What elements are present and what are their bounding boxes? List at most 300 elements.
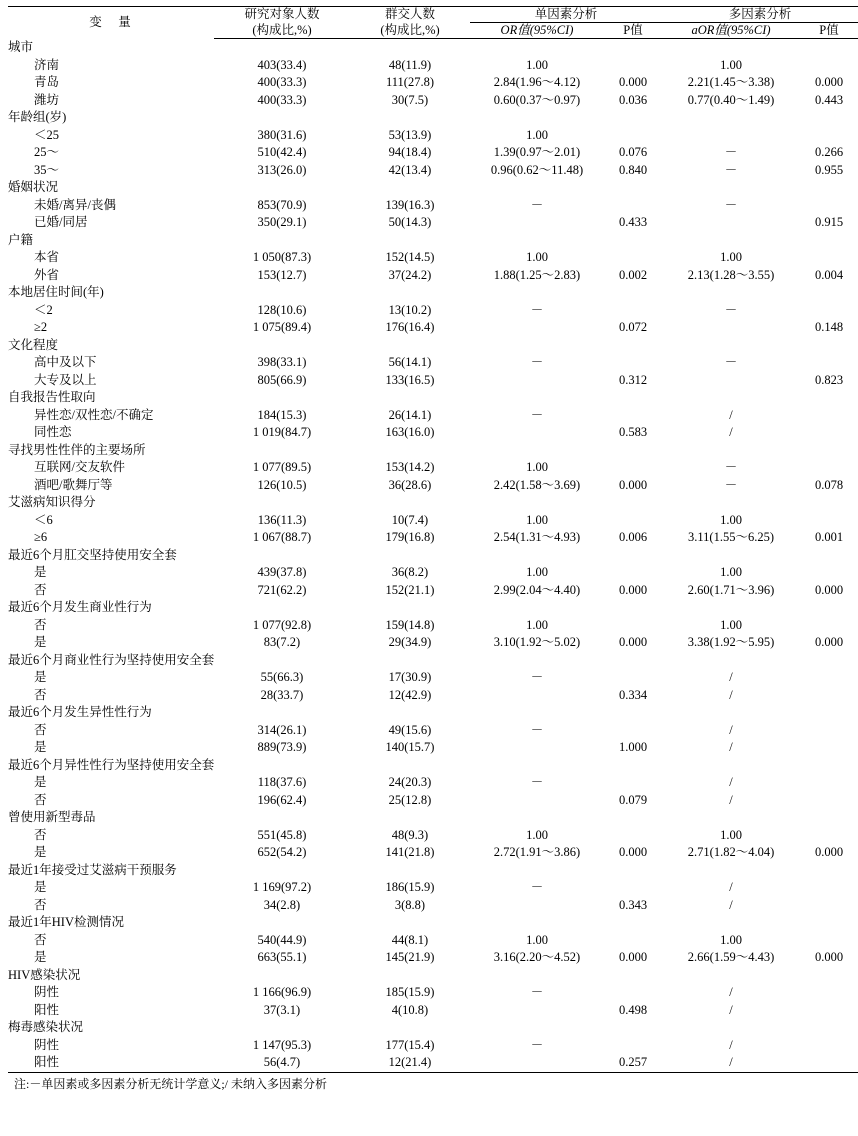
row-category-label: ≥6 xyxy=(34,530,48,544)
cell-aor xyxy=(662,862,800,880)
cell-aor xyxy=(662,1019,800,1037)
cell-p-multivariate xyxy=(800,564,858,582)
table-note: 注:－单因素或多因素分析无统计学意义;/ 未纳入多因素分析 xyxy=(14,1076,328,1091)
cell-p-multivariate xyxy=(800,302,858,320)
row-category-label: 酒吧/歌舞厅等 xyxy=(34,477,113,492)
cell-p-univariate xyxy=(604,354,662,372)
cell-or: 1.00 xyxy=(526,932,548,947)
cell-n-group: 36(8.2) xyxy=(391,565,429,579)
table-row xyxy=(8,1019,858,1037)
cell-n-group: 53(13.9) xyxy=(388,127,432,142)
cell-aor: / xyxy=(729,775,733,789)
table-row xyxy=(8,267,858,285)
row-category-label: 同性恋 xyxy=(34,425,72,439)
row-category-label: ＜6 xyxy=(34,512,53,527)
cell-n-group: 26(14.1) xyxy=(388,407,432,422)
cell-n-subjects: 196(62.4) xyxy=(257,792,307,807)
cell-or: 2.54(1.31～4.93) xyxy=(493,530,581,544)
row-category-label: 25～ xyxy=(34,145,60,159)
cell-or xyxy=(470,214,604,232)
cell-p-univariate: 0.079 xyxy=(618,792,648,807)
cell-aor: / xyxy=(729,1002,733,1017)
cell-p-multivariate xyxy=(800,1019,858,1037)
cell-p-multivariate: 0.266 xyxy=(814,145,844,159)
cell-p-multivariate xyxy=(800,407,858,425)
cell-p-multivariate xyxy=(800,127,858,145)
cell-aor: / xyxy=(729,740,733,754)
row-category-label: 是 xyxy=(34,880,47,894)
cell-or: － xyxy=(530,722,544,737)
table-row xyxy=(8,319,858,337)
cell-n-subjects xyxy=(214,547,350,565)
cell-p-univariate xyxy=(604,617,662,635)
cell-n-group xyxy=(350,967,470,985)
cell-p-multivariate xyxy=(800,599,858,617)
cell-n-group: 163(16.0) xyxy=(385,425,435,439)
cell-p-univariate xyxy=(604,984,662,1002)
cell-aor: 1.00 xyxy=(720,57,742,72)
cell-or: 1.00 xyxy=(526,460,548,474)
row-category-label: 35～ xyxy=(34,162,60,177)
cell-n-group: 179(16.8) xyxy=(385,530,435,544)
cell-or: 1.00 xyxy=(526,617,548,632)
cell-n-subjects: 37(3.1) xyxy=(263,1002,301,1017)
table-row xyxy=(8,862,858,880)
cell-aor xyxy=(662,284,800,302)
row-category-label: 潍坊 xyxy=(34,92,60,107)
cell-p-univariate xyxy=(604,757,662,775)
row-category-label: 否 xyxy=(34,687,47,702)
cell-n-group xyxy=(350,1019,470,1037)
cell-aor xyxy=(662,372,800,390)
table-row xyxy=(8,302,858,320)
cell-p-univariate xyxy=(604,302,662,320)
cell-p-univariate xyxy=(604,879,662,897)
cell-n-subjects xyxy=(214,494,350,512)
table-row xyxy=(8,704,858,722)
cell-p-univariate: 0.000 xyxy=(618,845,648,859)
statistics-table xyxy=(8,6,858,1073)
cell-n-subjects: 551(45.8) xyxy=(257,827,307,842)
row-group-label: 最近1年接受过艾滋病干预服务 xyxy=(8,862,177,877)
cell-n-subjects: 136(11.3) xyxy=(257,512,307,527)
cell-n-group: 139(16.3) xyxy=(385,197,435,212)
cell-or xyxy=(470,179,604,197)
cell-or: － xyxy=(530,985,544,999)
table-row xyxy=(8,774,858,792)
cell-p-univariate xyxy=(604,39,662,57)
cell-p-univariate xyxy=(604,967,662,985)
row-group-label: 本地居住时间(年) xyxy=(8,285,104,299)
row-category-label: 高中及以下 xyxy=(34,355,97,369)
cell-or xyxy=(470,599,604,617)
header-or: OR值(95%CI) xyxy=(470,23,604,39)
table-row xyxy=(8,459,858,477)
cell-n-subjects: 28(33.7) xyxy=(260,687,304,702)
cell-n-group: 24(20.3) xyxy=(388,775,432,789)
table-row xyxy=(8,214,858,232)
cell-aor: 2.13(1.28～3.55) xyxy=(687,267,775,282)
cell-aor: / xyxy=(729,425,733,439)
cell-aor: / xyxy=(662,1054,800,1072)
cell-p-univariate xyxy=(604,669,662,687)
table-row xyxy=(8,547,858,565)
cell-aor: 3.11(1.55～6.25) xyxy=(688,530,775,544)
cell-or xyxy=(470,494,604,512)
cell-n-subjects: 889(73.9) xyxy=(257,740,307,754)
cell-n-group xyxy=(350,652,470,670)
table-row xyxy=(8,617,858,635)
cell-or: 1.39(0.97～2.01) xyxy=(493,145,581,159)
cell-p-univariate xyxy=(604,459,662,477)
cell-p-univariate: 0.583 xyxy=(618,425,648,439)
cell-n-group xyxy=(350,337,470,355)
cell-n-subjects: 314(26.1) xyxy=(257,722,307,737)
row-category-label: 否 xyxy=(34,792,47,807)
cell-aor: 1.00 xyxy=(720,932,742,947)
cell-or xyxy=(470,319,604,337)
cell-n-group: 29(34.9) xyxy=(388,635,432,649)
header-n-subjects-line1: 研究对象人数 xyxy=(214,7,350,23)
cell-or: 0.96(0.62～11.48) xyxy=(490,162,584,177)
cell-p-univariate: 0.002 xyxy=(618,267,648,282)
row-group-label: 婚姻状况 xyxy=(8,180,59,194)
cell-aor: 1.00 xyxy=(720,827,742,842)
table-row xyxy=(8,792,858,810)
table-row xyxy=(8,127,858,145)
cell-n-group: 145(21.9) xyxy=(385,950,435,964)
cell-p-multivariate xyxy=(800,774,858,792)
cell-n-subjects xyxy=(214,179,350,197)
cell-or xyxy=(470,809,604,827)
cell-p-multivariate xyxy=(800,512,858,530)
cell-n-group xyxy=(350,389,470,407)
cell-n-group: 36(28.6) xyxy=(388,477,432,492)
cell-p-univariate xyxy=(604,704,662,722)
cell-n-group: 49(15.6) xyxy=(388,722,432,737)
cell-p-multivariate xyxy=(800,757,858,775)
cell-n-subjects xyxy=(214,109,350,127)
table-row xyxy=(8,1002,858,1020)
cell-aor xyxy=(662,319,800,337)
row-category-label: 阴性 xyxy=(34,1037,60,1052)
header-multivariate: 多因素分析 xyxy=(662,7,858,23)
header-p-multivariate: P值 xyxy=(800,23,858,39)
cell-n-group: 10(7.4) xyxy=(391,512,429,527)
cell-n-group: 177(15.4) xyxy=(385,1037,435,1052)
table-row xyxy=(8,897,858,915)
cell-aor: 2.21(1.45～3.38) xyxy=(687,75,775,89)
row-group-label: 最近6个月发生商业性行为 xyxy=(8,600,152,614)
cell-n-subjects: 380(31.6) xyxy=(257,127,307,142)
cell-n-group: 12(42.9) xyxy=(388,687,432,702)
row-group-label: 年龄组(岁) xyxy=(8,110,67,124)
header-aor: aOR值(95%CI) xyxy=(662,23,800,39)
row-group-label: 户籍 xyxy=(8,232,34,247)
cell-p-univariate: 0.498 xyxy=(618,1002,648,1017)
row-category-label: 异性恋/双性恋/不确定 xyxy=(34,407,154,422)
cell-n-subjects: 1 147(95.3) xyxy=(252,1037,312,1052)
cell-or: 2.84(1.96～4.12) xyxy=(493,75,581,89)
cell-n-group: 133(16.5) xyxy=(385,372,435,387)
cell-p-multivariate: 0.000 xyxy=(814,635,844,649)
cell-p-multivariate xyxy=(800,704,858,722)
row-category-label: 济南 xyxy=(34,57,60,72)
cell-p-univariate: 0.433 xyxy=(618,215,648,229)
cell-p-multivariate xyxy=(800,687,858,705)
cell-p-univariate xyxy=(604,57,662,75)
cell-or xyxy=(470,337,604,355)
cell-p-multivariate xyxy=(800,984,858,1002)
cell-p-univariate xyxy=(604,389,662,407)
cell-or: － xyxy=(530,775,544,789)
cell-p-multivariate xyxy=(800,424,858,442)
cell-aor xyxy=(662,179,800,197)
cell-n-group xyxy=(350,109,470,127)
cell-n-group: 153(14.2) xyxy=(385,460,435,474)
cell-n-subjects: 403(33.4) xyxy=(257,57,307,72)
cell-aor: 2.60(1.71～3.96) xyxy=(687,582,775,597)
cell-p-univariate: 0.000 xyxy=(618,75,648,89)
cell-or xyxy=(470,389,604,407)
cell-or: 3.16(2.20～4.52) xyxy=(493,950,581,964)
table-row xyxy=(8,249,858,267)
cell-or: 0.60(0.37～0.97) xyxy=(493,92,581,107)
cell-aor xyxy=(662,39,800,57)
cell-n-subjects: 83(7.2) xyxy=(263,635,301,649)
cell-p-multivariate xyxy=(800,39,858,57)
cell-p-univariate xyxy=(604,179,662,197)
table-row xyxy=(8,739,858,757)
cell-p-univariate xyxy=(604,109,662,127)
cell-p-multivariate xyxy=(800,914,858,932)
cell-p-univariate xyxy=(604,512,662,530)
cell-p-multivariate: 0.000 xyxy=(814,845,844,859)
table-row xyxy=(8,809,858,827)
cell-aor xyxy=(662,494,800,512)
row-group-label: 最近6个月发生异性性行为 xyxy=(8,705,152,719)
cell-p-multivariate xyxy=(800,932,858,950)
cell-n-subjects xyxy=(214,652,350,670)
row-category-label: 阳性 xyxy=(8,1054,214,1072)
table-row xyxy=(8,162,858,180)
cell-n-subjects: 313(26.0) xyxy=(257,162,307,177)
row-category-label: 否 xyxy=(34,617,47,632)
row-group-label: 最近1年HIV检测情况 xyxy=(8,915,124,929)
cell-aor: 3.38(1.92～5.95) xyxy=(687,635,775,649)
cell-p-multivariate: 0.000 xyxy=(814,950,844,964)
cell-p-univariate: 0.000 xyxy=(618,477,648,492)
cell-p-univariate xyxy=(604,722,662,740)
row-group-label: 寻找男性性伴的主要场所 xyxy=(8,442,146,457)
table-row xyxy=(8,477,858,495)
cell-or xyxy=(470,687,604,705)
table-row xyxy=(8,967,858,985)
cell-aor: 1.00 xyxy=(720,565,742,579)
cell-n-subjects: 184(15.3) xyxy=(257,407,307,422)
cell-p-multivariate: 0.443 xyxy=(814,92,844,107)
row-category-label: 是 xyxy=(34,950,47,964)
table-row xyxy=(8,57,858,75)
cell-or xyxy=(470,284,604,302)
cell-p-univariate xyxy=(604,652,662,670)
table-row xyxy=(8,634,858,652)
cell-n-subjects: 853(70.9) xyxy=(257,197,307,212)
cell-or: 2.99(2.04～4.40) xyxy=(493,582,581,597)
row-group-label: HIV感染状况 xyxy=(8,967,81,982)
table-row xyxy=(8,564,858,582)
cell-p-multivariate: 0.823 xyxy=(814,372,844,387)
cell-n-subjects xyxy=(214,39,350,57)
cell-or xyxy=(470,424,604,442)
cell-p-univariate xyxy=(604,827,662,845)
cell-n-group xyxy=(350,494,470,512)
cell-aor: / xyxy=(729,407,733,422)
table-row xyxy=(8,39,858,57)
cell-p-multivariate xyxy=(800,547,858,565)
cell-p-multivariate xyxy=(800,827,858,845)
table-row xyxy=(8,827,858,845)
cell-n-subjects: 128(10.6) xyxy=(257,302,307,317)
cell-n-group: 48(9.3) xyxy=(391,827,429,842)
cell-p-univariate: 0.000 xyxy=(618,582,648,597)
cell-n-subjects: 56(4.7) xyxy=(214,1054,350,1072)
cell-p-multivariate xyxy=(800,109,858,127)
cell-p-multivariate: 0.000 xyxy=(814,582,844,597)
table-row xyxy=(8,354,858,372)
cell-or: 2.42(1.58～3.69) xyxy=(493,477,581,492)
cell-n-group: 185(15.9) xyxy=(385,985,435,999)
cell-aor xyxy=(662,599,800,617)
cell-aor: / xyxy=(729,687,733,702)
row-category-label: 否 xyxy=(34,827,47,842)
cell-aor: 1.00 xyxy=(720,617,742,632)
cell-p-multivariate: 0.148 xyxy=(814,320,844,334)
cell-p-multivariate: 0.078 xyxy=(814,477,844,492)
cell-p-univariate: 0.000 xyxy=(618,635,648,649)
cell-aor: / xyxy=(729,1037,733,1052)
cell-p-multivariate xyxy=(800,494,858,512)
cell-or xyxy=(470,232,604,250)
cell-p-multivariate xyxy=(800,284,858,302)
table-row xyxy=(8,74,858,92)
cell-or xyxy=(470,1054,604,1072)
cell-p-multivariate xyxy=(800,459,858,477)
header-n-group-line2: (构成比,%) xyxy=(350,23,470,39)
row-group-label: 城市 xyxy=(8,39,34,54)
cell-n-group: 48(11.9) xyxy=(388,57,432,72)
cell-or xyxy=(470,739,604,757)
table-row xyxy=(8,232,858,250)
cell-n-subjects xyxy=(214,704,350,722)
cell-p-univariate xyxy=(604,442,662,460)
table-row xyxy=(8,914,858,932)
cell-or: － xyxy=(530,1037,544,1052)
cell-aor: － xyxy=(724,197,738,212)
cell-n-group xyxy=(350,179,470,197)
cell-n-subjects: 1 050(87.3) xyxy=(252,250,312,264)
cell-p-multivariate xyxy=(800,249,858,267)
row-category-label: 本省 xyxy=(34,250,60,264)
table-row xyxy=(8,582,858,600)
cell-aor xyxy=(662,967,800,985)
header-n-group-line1: 群交人数 xyxy=(350,7,470,23)
table-row xyxy=(8,407,858,425)
row-category-label: 外省 xyxy=(34,267,60,282)
cell-n-subjects: 400(33.3) xyxy=(257,75,307,89)
cell-p-univariate xyxy=(604,284,662,302)
cell-aor: / xyxy=(729,880,733,894)
table-row xyxy=(8,389,858,407)
cell-aor: / xyxy=(729,792,733,807)
cell-n-group xyxy=(350,232,470,250)
table-row xyxy=(8,1037,858,1055)
row-category-label: 未婚/离异/丧偶 xyxy=(34,197,116,212)
cell-p-univariate xyxy=(604,407,662,425)
table-row xyxy=(8,372,858,390)
cell-or xyxy=(470,372,604,390)
cell-p-univariate xyxy=(604,599,662,617)
table-row xyxy=(8,109,858,127)
cell-n-subjects: 34(2.8) xyxy=(263,897,301,912)
table-row xyxy=(8,92,858,110)
cell-or xyxy=(470,792,604,810)
cell-p-multivariate xyxy=(800,792,858,810)
cell-n-group: 13(10.2) xyxy=(388,302,432,317)
row-category-label: 否 xyxy=(34,582,47,597)
table-row xyxy=(8,669,858,687)
table-row xyxy=(8,652,858,670)
cell-p-multivariate xyxy=(800,389,858,407)
cell-p-univariate xyxy=(604,547,662,565)
cell-or xyxy=(470,109,604,127)
cell-p-multivariate xyxy=(800,652,858,670)
cell-p-univariate xyxy=(604,127,662,145)
row-category-label: 互联网/交友软件 xyxy=(34,460,125,474)
row-category-label: ＜2 xyxy=(34,302,53,317)
table-row xyxy=(8,984,858,1002)
row-category-label: 是 xyxy=(34,565,47,579)
cell-aor xyxy=(662,109,800,127)
cell-or: － xyxy=(530,302,544,317)
cell-n-group: 111(27.8) xyxy=(385,75,435,89)
row-category-label: 阴性 xyxy=(34,985,60,999)
cell-n-group: 44(8.1) xyxy=(391,932,429,947)
table-row xyxy=(8,179,858,197)
table-row xyxy=(8,494,858,512)
cell-aor: / xyxy=(729,985,733,999)
row-category-label: 是 xyxy=(34,740,47,754)
cell-n-subjects xyxy=(214,337,350,355)
cell-or: 1.00 xyxy=(526,827,548,842)
cell-aor xyxy=(662,809,800,827)
cell-or xyxy=(470,1002,604,1020)
cell-n-subjects xyxy=(214,967,350,985)
row-category-label: 是 xyxy=(34,845,47,859)
row-group-label: 最近6个月肛交坚持使用安全套 xyxy=(8,547,177,562)
cell-n-subjects: 510(42.4) xyxy=(257,145,307,159)
cell-p-univariate xyxy=(604,564,662,582)
cell-aor: / xyxy=(729,670,733,684)
header-univariate: 单因素分析 xyxy=(470,7,662,23)
cell-p-univariate xyxy=(604,862,662,880)
cell-p-multivariate xyxy=(800,897,858,915)
cell-or: 1.88(1.25～2.83) xyxy=(493,267,581,282)
cell-n-group: 12(21.4) xyxy=(350,1054,470,1072)
cell-aor xyxy=(662,442,800,460)
cell-p-univariate: 0.840 xyxy=(618,162,648,177)
cell-n-group xyxy=(350,914,470,932)
